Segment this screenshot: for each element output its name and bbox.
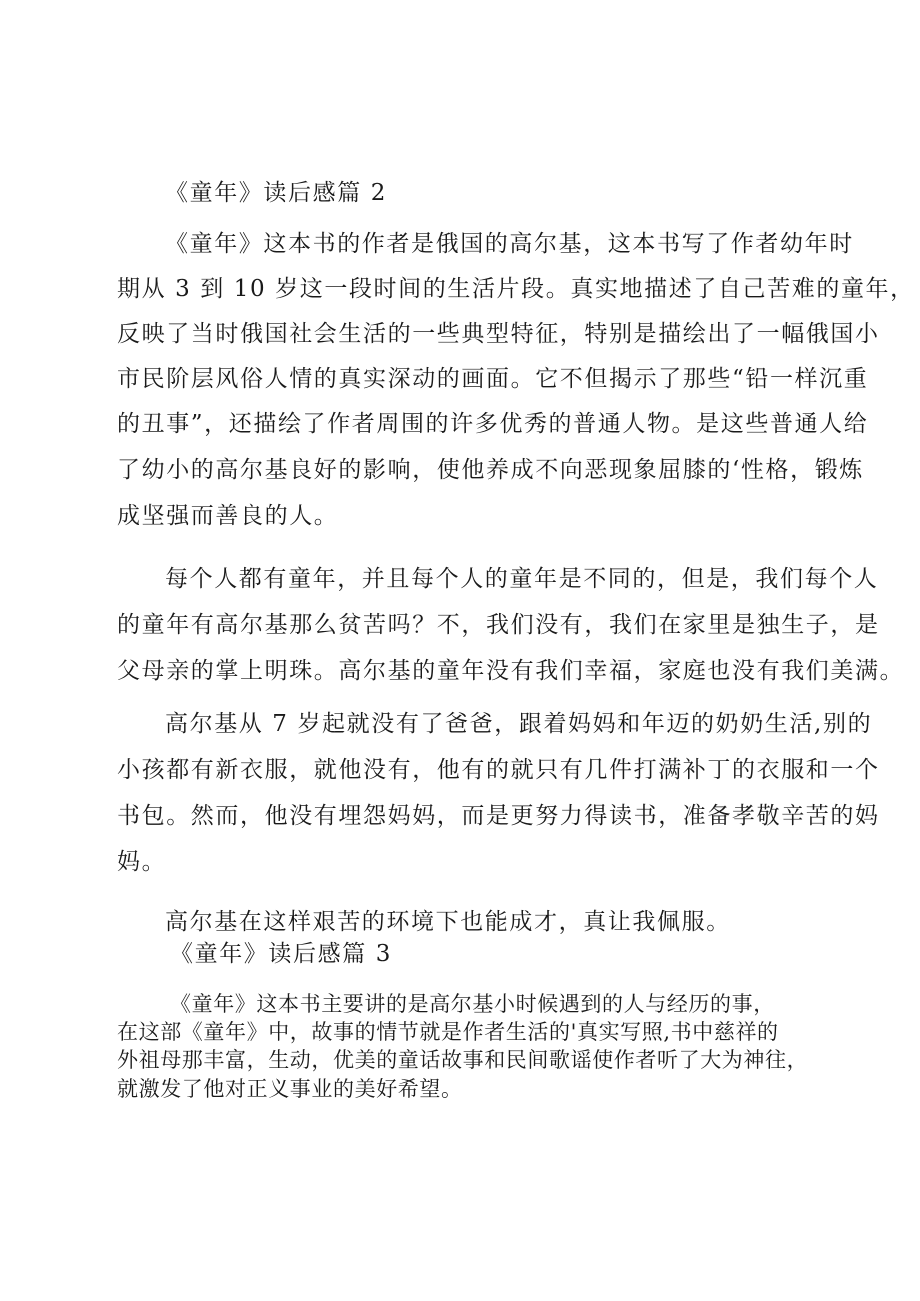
paragraph-line: 高尔基从 7 岁起就没有了爸爸，跟着妈妈和年迈的奶奶生活,别的 [165, 711, 873, 737]
section-2-heading: 《童年》读后感篇 2 [165, 180, 387, 206]
section-3-heading: 《童年》读后感篇 3 [170, 941, 392, 967]
paragraph-line: 期从 3 到 10 岁这一段时间的生活片段。真实地描述了自己苦难的童年， [117, 276, 915, 302]
paragraph-line: 的童年有高尔基那么贫苦吗？不，我们没有，我们在家里是独生子，是 [117, 612, 880, 638]
paragraph-line: 父母亲的掌上明珠。高尔基的童年没有我们幸福，家庭也没有我们美满。 [117, 658, 905, 684]
paragraph-line: 书包。然而，他没有埋怨妈妈，而是更努力得读书，准备孝敬辛苦的妈 [117, 803, 880, 829]
paragraph-line: 在这部《童年》中，故事的情节就是作者生活的'真实写照,书中慈祥的 [117, 1020, 779, 1044]
paragraph-line: 每个人都有童年，并且每个人的童年是不同的，但是，我们每个人 [165, 566, 879, 592]
paragraph-line: 《童年》这本书主要讲的是高尔基小时候遇到的人与经历的事， [170, 992, 775, 1016]
paragraph-line: 小孩都有新衣服，就他没有，他有的就只有几件打满补丁的衣服和一个 [117, 757, 880, 783]
paragraph-line: 妈。 [117, 849, 167, 875]
paragraph-line: 的丑事”，还描绘了作者周围的许多优秀的普通人物。是这些普通人给 [117, 411, 869, 437]
paragraph-line: 市民阶层风俗人情的真实深动的画面。它不但揭示了那些“铅一样沉重 [117, 366, 869, 392]
paragraph-line: 《童年》这本书的作者是俄国的高尔基，这本书写了作者幼年时 [165, 231, 854, 257]
paragraph-line: 反映了当时俄国社会生活的一些典型特征，特别是描绘出了一幅俄国小 [117, 321, 880, 347]
paragraph-line: 了幼小的高尔基良好的影响，使他养成不向恶现象屈膝的‘性格，锻炼 [117, 457, 864, 483]
paragraph-line: 高尔基在这样艰苦的环境下也能成才，真让我佩服。 [165, 909, 731, 935]
paragraph-line: 就激发了他对正义事业的美好希望。 [117, 1077, 463, 1101]
paragraph-line: 外祖母那丰富，生动，优美的童话故事和民间歌谣使作者听了大为神往， [117, 1048, 809, 1072]
paragraph-line: 成坚强而善良的人。 [117, 503, 339, 529]
